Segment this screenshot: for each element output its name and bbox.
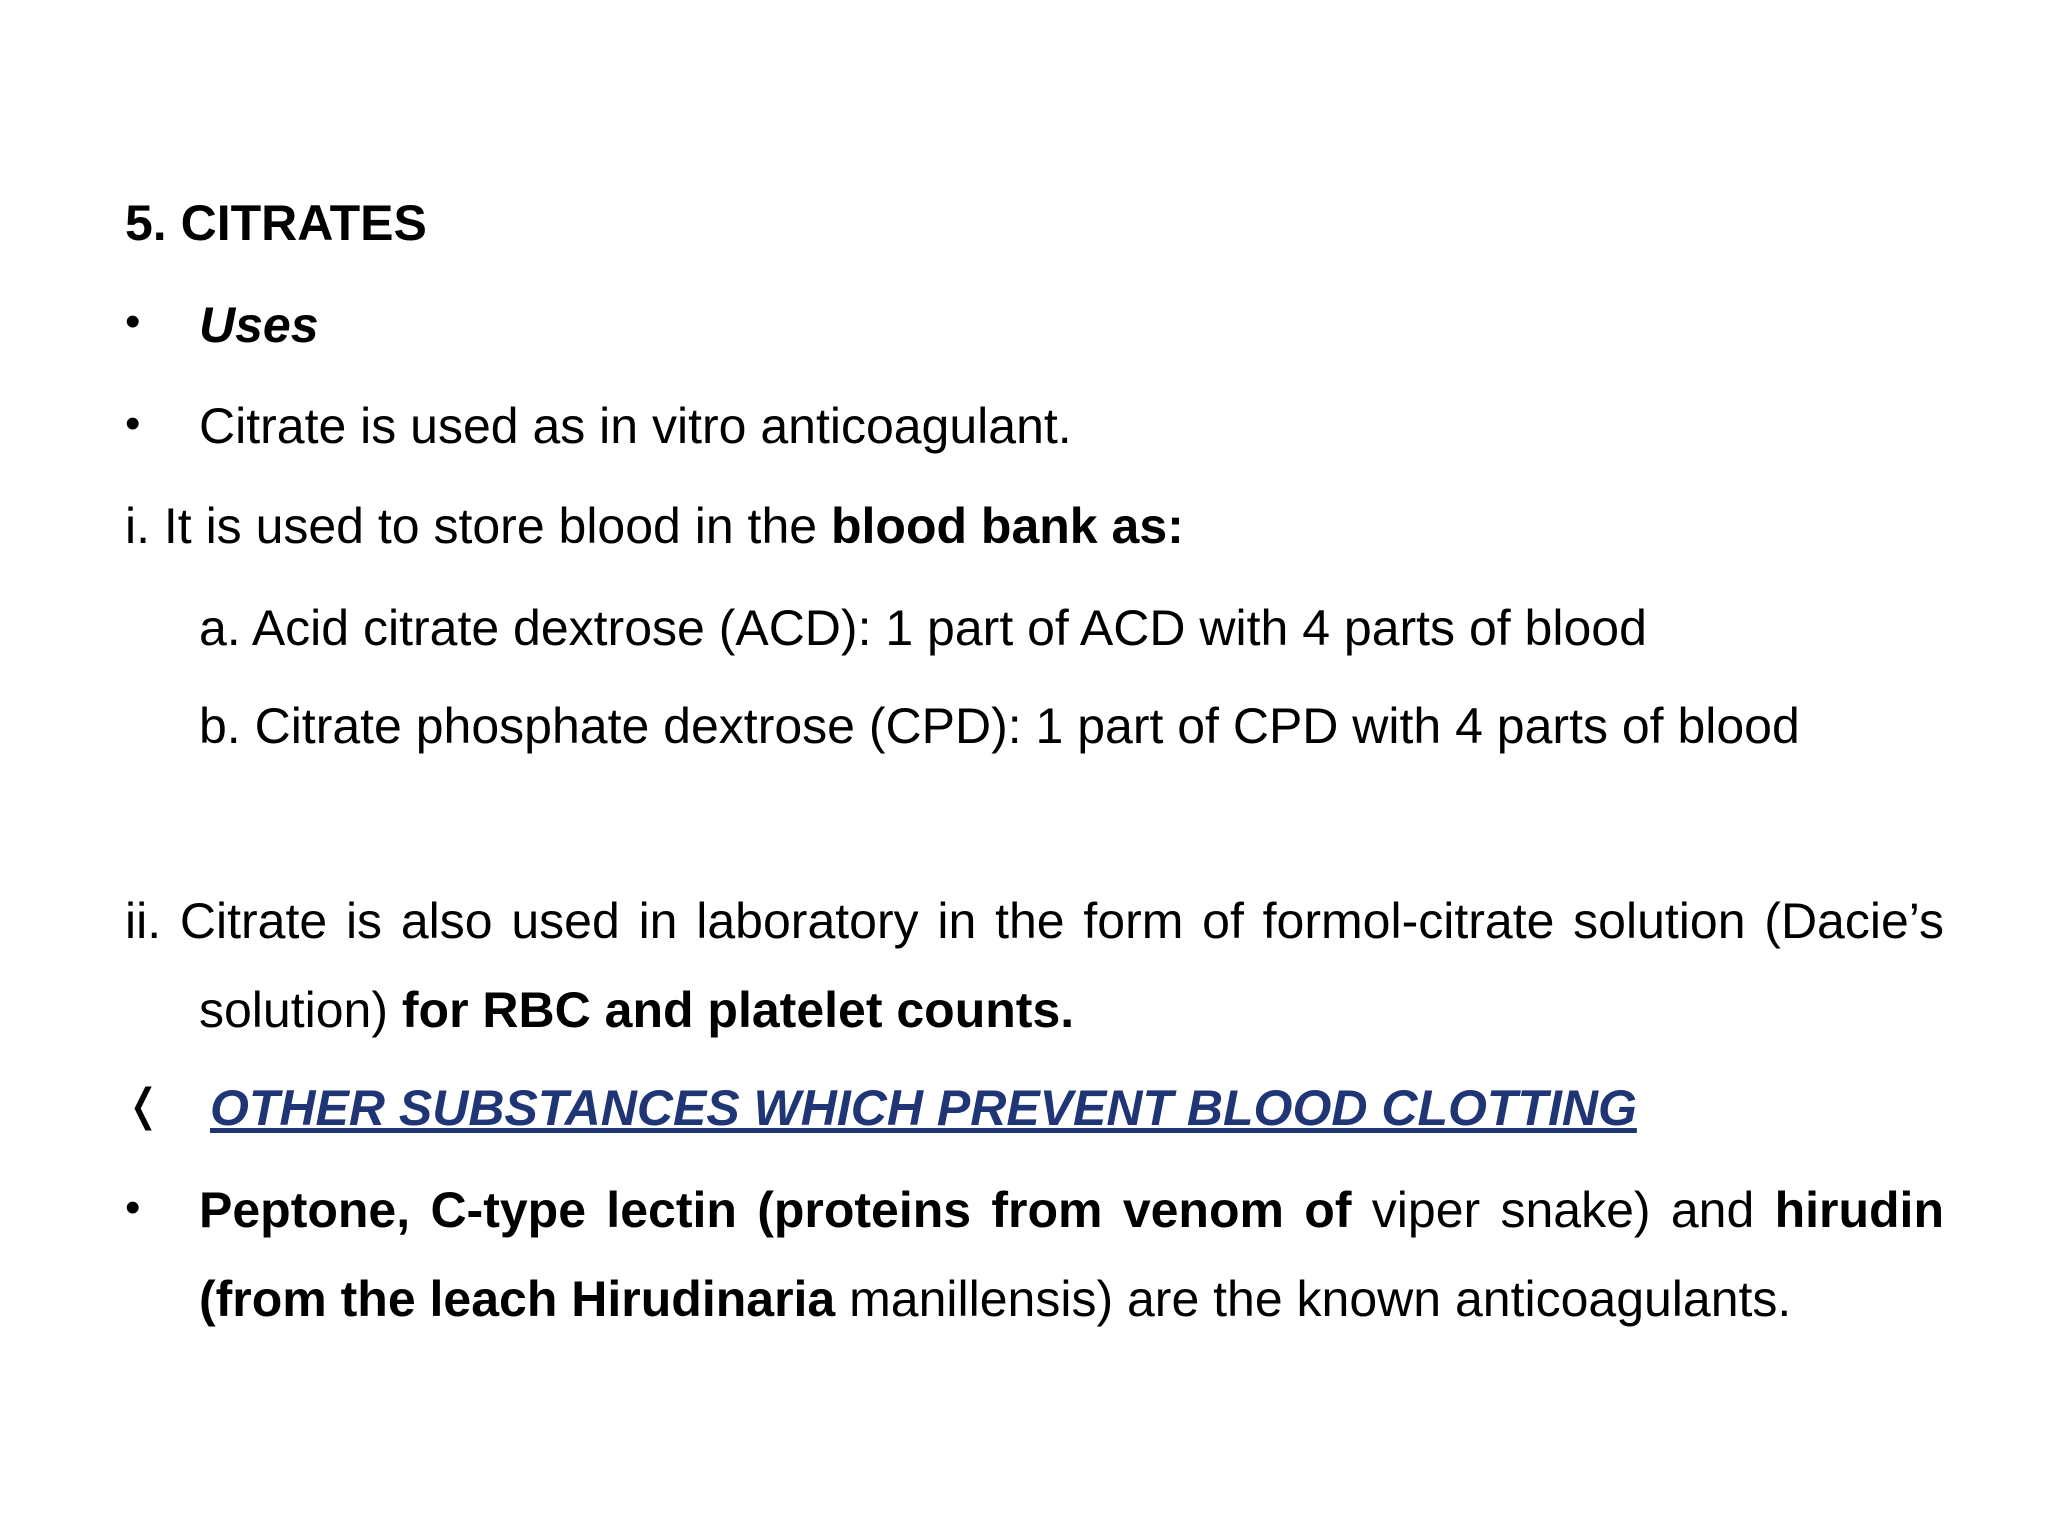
item-b: b. Citrate phosphate dextrose (CPD): 1 part of CPD with 4 parts of blood: [199, 698, 1800, 754]
section-title: 5. CITRATES: [125, 195, 427, 251]
item-a: a. Acid citrate dextrose (ACD): 1 part of ACD with 4 parts of blood: [199, 600, 1647, 656]
bullet-icon: •: [125, 399, 141, 448]
peptone-paragraph: Peptone, C-type lectin (proteins from venom of viper snake) and hirudin (from the leach Hirudinaria manillensis) are the known anticoagulants.: [199, 1182, 1944, 1327]
other-marker: ❬: [125, 1081, 162, 1130]
other-substances-heading: OTHER SUBSTANCES WHICH PREVENT BLOOD CLOTTING: [210, 1080, 1637, 1136]
bullet-icon: •: [125, 1183, 141, 1232]
uses-heading: Uses: [199, 297, 319, 353]
item-i: i. It is used to store blood in the blood bank as:: [125, 498, 1184, 554]
bullet-icon: •: [125, 297, 141, 346]
citrate-bullet: Citrate is used as in vitro anticoagulant.: [199, 398, 1072, 454]
item-ii: ii. Citrate is also used in laboratory in the form of formol-citrate solution (Dacie’s solution) for RBC and platelet counts.: [125, 893, 1944, 1038]
